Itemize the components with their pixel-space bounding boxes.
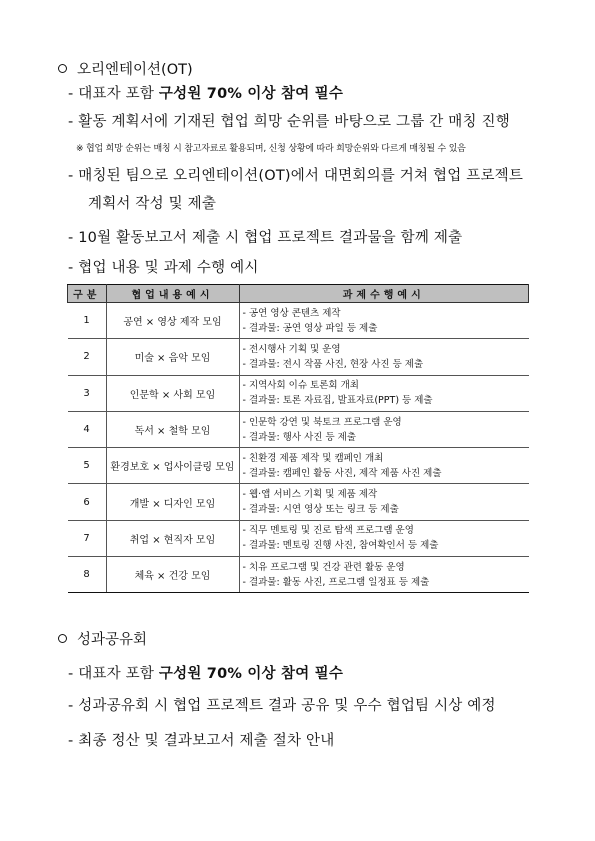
row-task-line1: - 공연 영상 콘텐츠 제작 bbox=[242, 307, 341, 319]
row-task bbox=[239, 448, 529, 484]
row-task-line1: - 친환경 제품 제작 및 캠페인 개최 bbox=[242, 452, 384, 464]
row-task-line1: - 직무 멘토링 및 진로 탐색 프로그램 운영 bbox=[242, 525, 414, 537]
row-number: 1 bbox=[68, 303, 107, 339]
row-task-line1: - 지역사회 이슈 토론회 개최 bbox=[242, 380, 359, 392]
table-row bbox=[68, 520, 529, 556]
share-line-attendance bbox=[68, 662, 343, 683]
row-task-line2: - 결과물: 공연 영상 파일 등 제출 bbox=[242, 322, 378, 334]
row-collab: 개발 × 디자인 모임 bbox=[106, 484, 239, 520]
table-header-row bbox=[68, 285, 529, 303]
table-row bbox=[68, 411, 529, 447]
table-row bbox=[68, 339, 529, 375]
row-task-line2: - 결과물: 시연 영상 또는 링크 등 제출 bbox=[242, 504, 399, 516]
row-collab: 인문학 × 사회 모임 bbox=[106, 375, 239, 411]
row-task bbox=[239, 557, 529, 593]
row-task-line2: - 결과물: 행사 사진 등 제출 bbox=[242, 431, 356, 443]
row-task bbox=[239, 375, 529, 411]
row-task-line2: - 결과물: 캠페인 활동 사진, 제작 제품 사진 제출 bbox=[242, 467, 442, 479]
header-task: 과제수행예시 bbox=[239, 285, 529, 303]
row-number: 8 bbox=[68, 557, 107, 593]
row-task-line2: - 결과물: 멘토링 진행 사진, 참여확인서 등 제출 bbox=[242, 540, 439, 552]
collab-table bbox=[67, 284, 529, 593]
ot-note: ※ 협업 희망 순위는 매칭 시 참고자료로 활용되며, 신청 상황에 따라 희망순위와 다르게 매칭될 수 있음 bbox=[76, 144, 466, 154]
row-number: 4 bbox=[68, 411, 107, 447]
ot-line-meeting: - 매칭된 팀으로 오리엔테이션(OT)에서 대면회의를 거쳐 협업 프로젝트 bbox=[68, 168, 524, 184]
header-collab: 협업내용예시 bbox=[106, 285, 239, 303]
table-row bbox=[68, 303, 529, 339]
row-task-line1: - 전시행사 기획 및 운영 bbox=[242, 343, 341, 355]
table-row bbox=[68, 375, 529, 411]
table-row bbox=[68, 484, 529, 520]
bullet-circle-icon bbox=[58, 634, 67, 643]
table-row bbox=[68, 557, 529, 593]
ot-line-attendance-bold: 구성원 70% 이상 참여 필수 bbox=[158, 86, 344, 102]
row-collab: 독서 × 철학 모임 bbox=[106, 411, 239, 447]
row-number: 6 bbox=[68, 484, 107, 520]
row-task bbox=[239, 339, 529, 375]
row-collab: 취업 × 현직자 모임 bbox=[106, 520, 239, 556]
row-number: 7 bbox=[68, 520, 107, 556]
row-number: 2 bbox=[68, 339, 107, 375]
row-collab: 환경보호 × 업사이클링 모임 bbox=[106, 448, 239, 484]
ot-line-examples: - 협업 내용 및 과제 수행 예시 bbox=[68, 260, 259, 276]
row-task-line2: - 결과물: 활동 사진, 프로그램 일정표 등 제출 bbox=[242, 576, 430, 588]
row-collab: 공연 × 영상 제작 모임 bbox=[106, 303, 239, 339]
row-task-line1: - 웹·앱 서비스 기획 및 제품 제작 bbox=[242, 489, 378, 501]
ot-line-matching: - 활동 계획서에 기재된 협업 희망 순위를 바탕으로 그룹 간 매칭 진행 bbox=[68, 114, 510, 130]
ot-line-report: - 10월 활동보고서 제출 시 협업 프로젝트 결과물을 함께 제출 bbox=[68, 230, 463, 246]
share-title: 성과공유회 bbox=[77, 632, 148, 648]
section-heading-share bbox=[58, 628, 147, 649]
ot-line-attendance bbox=[68, 82, 343, 103]
row-task bbox=[239, 520, 529, 556]
row-collab: 체육 × 건강 모임 bbox=[106, 557, 239, 593]
row-task-line2: - 결과물: 토론 자료집, 발표자료(PPT) 등 제출 bbox=[242, 395, 433, 407]
row-number: 3 bbox=[68, 375, 107, 411]
row-task bbox=[239, 484, 529, 520]
share-line-attendance-bold: 구성원 70% 이상 참여 필수 bbox=[158, 666, 344, 682]
row-task-line1: - 인문학 강연 및 북토크 프로그램 운영 bbox=[242, 416, 402, 428]
row-task bbox=[239, 303, 529, 339]
row-task-line1: - 치유 프로그램 및 건강 관련 활동 운영 bbox=[242, 561, 405, 573]
bullet-circle-icon bbox=[58, 64, 67, 73]
share-line-result: - 성과공유회 시 협업 프로젝트 결과 공유 및 우수 협업팀 시상 예정 bbox=[68, 698, 496, 714]
row-task bbox=[239, 411, 529, 447]
row-collab: 미술 × 음악 모임 bbox=[106, 339, 239, 375]
row-number: 5 bbox=[68, 448, 107, 484]
header-category: 구분 bbox=[68, 285, 107, 303]
table-row bbox=[68, 448, 529, 484]
ot-line-meeting-cont: 계획서 작성 및 제출 bbox=[88, 196, 217, 212]
ot-title: 오리엔테이션(OT) bbox=[77, 62, 193, 78]
share-line-settlement: - 최종 정산 및 결과보고서 제출 절차 안내 bbox=[68, 733, 335, 749]
row-task-line2: - 결과물: 전시 작품 사진, 현장 사진 등 제출 bbox=[242, 358, 424, 370]
ot-line-attendance-prefix: - 대표자 포함 bbox=[68, 86, 159, 102]
section-heading-ot bbox=[58, 58, 193, 79]
share-line-attendance-prefix: - 대표자 포함 bbox=[68, 666, 159, 682]
